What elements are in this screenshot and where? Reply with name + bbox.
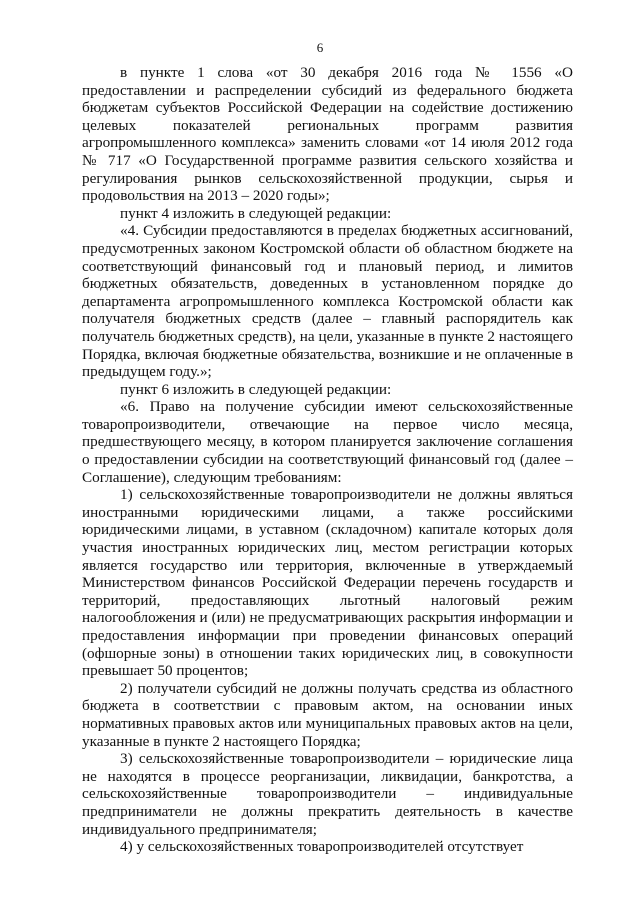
- paragraph-requirement-2: 2) получатели субсидий не должны получать средства из областного бюджета в соответствии с правовым актом, на основании иных нормативных правовых актов или муниципальных правовых актов на цели, указанные в пункте 2 настоящего Порядка;: [82, 679, 573, 750]
- paragraph-amend-point-1: в пункте 1 слова «от 30 декабря 2016 года № 1556 «О предоставлении и распределении субсидий из федерального бюджета бюджетам субъектов Российской Федерации на содействие достижению целевых показателей региональных программ развития агропромышленного комплекса» заменить словами «от 14 июля 2012 года № 717 «О Государственной программе развития сельского хозяйства и регулирования рынков сельскохозяйственной продукции, сырья и продовольствия на 2013 – 2020 годы»;: [82, 64, 573, 205]
- paragraph-point-6-text: «6. Право на получение субсидии имеют сельскохозяйственные товаропроизводители, отвечающие на первое число месяца, предшествующего месяцу, в котором планируется заключение соглашения о предоставлении субсидии на соответствующий финансовый год (далее – Соглашение), следующим требованиям:: [82, 398, 573, 486]
- paragraph-point-4-text: «4. Субсидии предоставляются в пределах бюджетных ассигнований, предусмотренных законом Костромской области об областном бюджете на соответствующий финансовый год и плановый период, и лимитов бюджетных обязательств, доведенных в установленном порядке до департамента агропромышленного комплекса Костромской области как получателя бюджетных средств (далее – главный распорядитель как получатель бюджетных средств), на цели, указанные в пункте 2 настоящего Порядка, включая бюджетные обязательства, возникшие и не оплаченные в предыдущем году.»;: [82, 222, 573, 381]
- paragraph-requirement-1: 1) сельскохозяйственные товаропроизводители не должны являться иностранными юридическими лицами, а также российскими юридическими лицами, в уставном (складочном) капитале которых доля участия иностранных юридических лиц, местом регистрации которых является государство или территория, включенные в утверждаемый Министерством финансов Российской Федерации перечень государств и территорий, предоставляющих льготный налоговый режим налогообложения и (или) не предусматривающих раскрытия информации и предоставления информации при проведении финансовых операций (офшорные зоны) в отношении таких юридических лиц, в совокупности превышает 50 процентов;: [82, 486, 573, 680]
- paragraph-point-6-intro: пункт 6 изложить в следующей редакции:: [120, 380, 392, 398]
- paragraph-point-4-intro: пункт 4 изложить в следующей редакции:: [120, 204, 392, 222]
- document-body: [82, 64, 573, 856]
- paragraph-requirement-4: 4) у сельскохозяйственных товаропроизводителей отсутствует: [120, 838, 524, 856]
- page-number: 6: [316, 40, 324, 55]
- paragraph-requirement-3: 3) сельскохозяйственные товаропроизводители – юридические лица не находятся в процессе реорганизации, ликвидации, банкротства, а сельскохозяйственные товаропроизводители – индивидуальные предприниматели не должны прекратить деятельность в качестве индивидуального предпринимателя;: [82, 750, 573, 838]
